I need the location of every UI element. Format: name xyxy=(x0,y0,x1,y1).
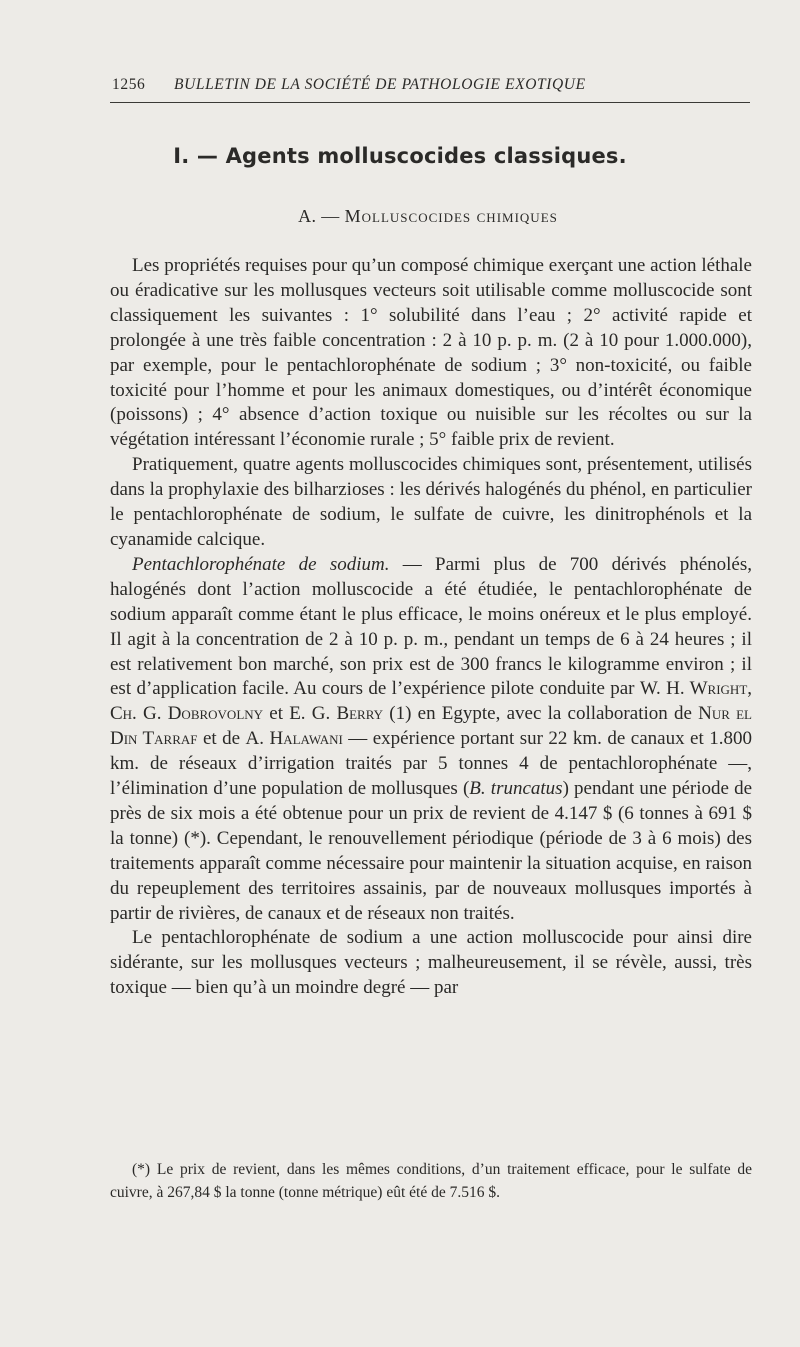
text-run: et xyxy=(263,703,290,725)
author-name: W. H. Wright xyxy=(639,678,748,700)
paragraph-agents: Pratiquement, quatre agents molluscocides chimiques sont, présentement, utilisés dans la prophylaxie des bilharzioses : les dérivés halogénés du phénol, en particulier le pentachlorophénate de sodium, le sulfate de cuivre, les dinitrophénols et la cyanamide calcique. xyxy=(110,454,752,550)
text-run: (1) en Egypte, avec la collaboration de xyxy=(383,703,699,725)
author-name: Nur el Din Tarraf xyxy=(110,703,752,750)
footnote-text: (*) Le prix de revient, dans les mêmes conditions, d’un traitement efficace, pour le sulfate de cuivre, à 267,84 $ la tonne (tonne métrique) eût été de 7.516 $. xyxy=(110,1161,752,1201)
author-name: A. Halawani xyxy=(245,728,343,750)
footnote xyxy=(110,1158,752,1204)
species-name: B. truncatus xyxy=(469,778,563,800)
subsection-title: Molluscocides chimiques xyxy=(344,206,558,226)
paragraph-toxicity: Le pentachlorophénate de sodium a une action molluscocide pour ainsi dire sidérante, sur les mollusques vecteurs ; malheureusement, il se révèle, aussi, très toxique — bien qu’à un moindre degré — par xyxy=(110,927,752,999)
text-run: , xyxy=(747,678,753,700)
text-run: — Parmi plus de 700 dérivés phénolés, halogénés dont l’action molluscocide a été étudiée, le pentachlorophénate de sodium apparaît comme étant le plus efficace, le moins onéreux et le plus employé. Il agit à la concentration de 2 à 10 p. p. m., pendant un temps de 6 à 24 heures ; il est relativement bon marché, son prix est de 300 francs le kilogramme environ ; il est d’application facile. Au cours de l’expérience pilote conduite par xyxy=(110,553,752,700)
subsection-heading xyxy=(0,206,800,227)
subsection-label: A. — xyxy=(298,206,340,226)
page-number: 1256 xyxy=(112,76,146,93)
body-text xyxy=(110,254,752,1001)
author-name: Ch. G. Dobrovolny xyxy=(110,703,264,725)
paragraph-pentachlorophenate xyxy=(110,553,752,927)
author-name: E. G. Berry xyxy=(289,703,384,725)
section-title: I. — Agents molluscocides classiques. xyxy=(173,144,627,168)
header-rule xyxy=(110,102,750,103)
paragraph-properties: Les propriétés requises pour qu’un composé chimique exerçant une action léthale ou éradicative sur les mollusques vecteurs soit utilisable comme molluscocide sont classiquement les suivantes : 1° solubilité dans l’eau ; 2° activité rapide et prolongée à une très faible concentration : 2 à 10 p. p. m. (2 à 10 pour 1.000.000), par exemple, pour le pentachlorophénate de sodium ; 3° non-toxicité, ou faible toxicité pour l’homme et pour les animaux domestiques, ou d’intérêt économique (poissons) ; 4° absence d’action toxique ou nuisible sur les récoltes ou sur la végétation intéressant l’économie rurale ; 5° faible prix de revient. xyxy=(110,255,752,451)
text-run: et de xyxy=(197,728,246,750)
journal-title: BULLETIN DE LA SOCIÉTÉ DE PATHOLOGIE EXOTIQUE xyxy=(174,76,586,93)
paragraph-heading: Pentachlorophénate de sodium. xyxy=(132,553,390,575)
text-run: — expérience portant sur 22 km. de canaux et 1.800 km. de réseaux d’irrigation traités par 5 tonnes 4 de pentachlorophénate —, l’élimination d’une population de mollusques ( xyxy=(110,728,752,800)
text-run: ) pendant une période de près de six mois a été obtenue pour un prix de revient de 4.147 $ (6 tonnes à 691 $ la tonne) (*). Cependant, le renouvellement périodique (période de 3 à 6 mois) des traitements apparaît comme nécessaire pour maintenir la situation acquise, en raison du repeuplement des territoires assainis, par de nouveaux mollusques importés à partir de rivières, de canaux et de réseaux non traités. xyxy=(110,778,753,924)
